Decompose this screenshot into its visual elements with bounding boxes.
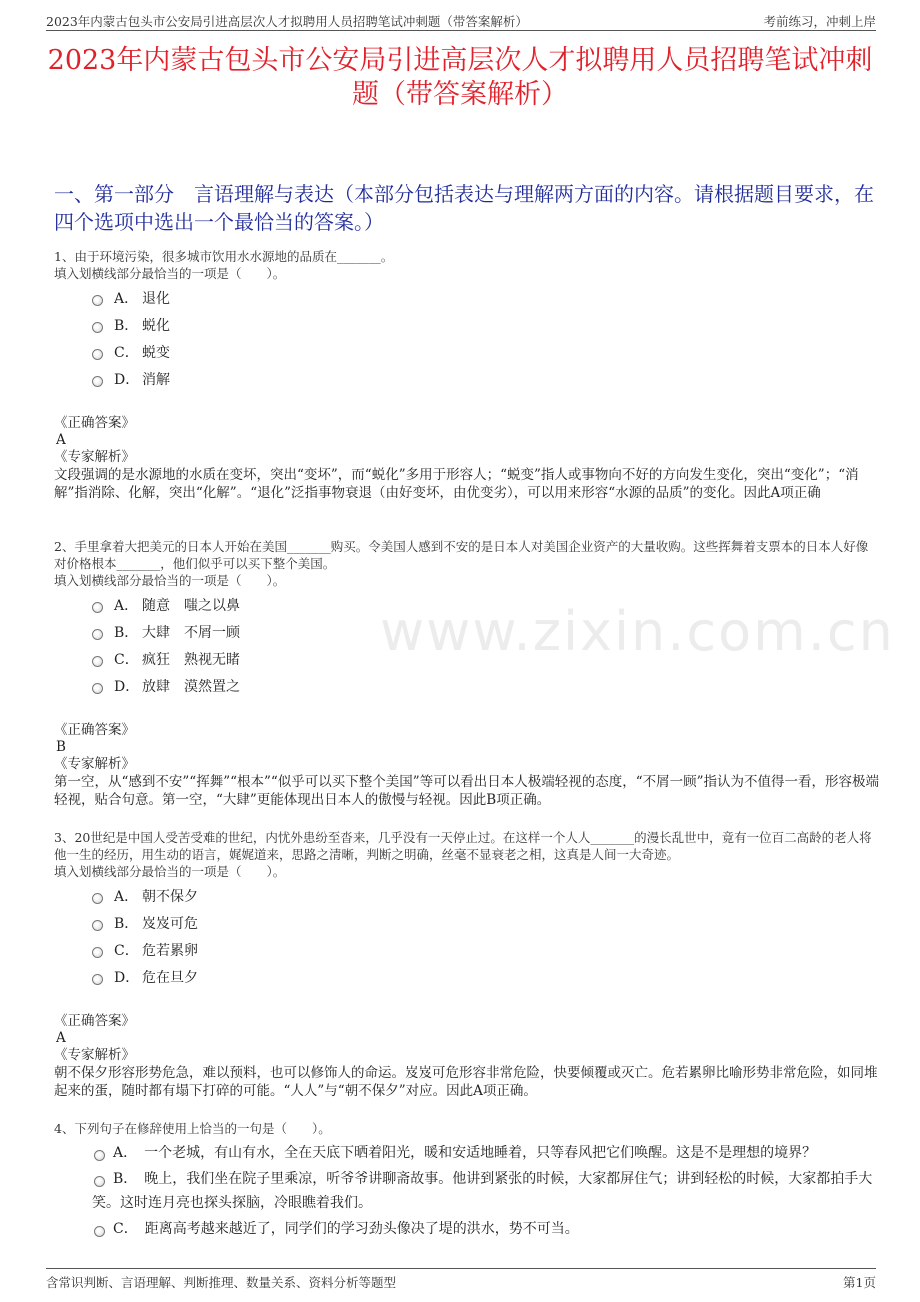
option-letter: A． bbox=[113, 1145, 131, 1161]
radio-icon[interactable] bbox=[92, 295, 103, 306]
question-prompt: 填入划横线部分最恰当的一项是（ ）。 bbox=[54, 266, 286, 281]
option-letter: D． bbox=[114, 371, 140, 388]
footer-note: 含常识判断、言语理解、判断推理、数量关系、资料分析等题型 bbox=[46, 1275, 397, 1290]
radio-icon[interactable] bbox=[92, 602, 103, 613]
radio-icon[interactable] bbox=[92, 920, 103, 931]
radio-icon[interactable] bbox=[92, 947, 103, 958]
option-b[interactable] bbox=[54, 1167, 880, 1215]
option-text: 放肆 漠然置之 bbox=[142, 678, 240, 695]
option-text: 蜕变 bbox=[142, 344, 170, 361]
option-letter: D． bbox=[114, 678, 140, 695]
header-doc-title: 2023年内蒙古包头市公安局引进高层次人才拟聘用人员招聘笔试冲刺题（带答案解析） bbox=[46, 14, 528, 29]
option-c[interactable] bbox=[92, 936, 880, 963]
answer-label: 《正确答案》 bbox=[54, 415, 135, 431]
radio-icon[interactable] bbox=[92, 322, 103, 333]
option-text: 距离高考越来越近了，同学们的学习劲头像决了堤的洪水，势不可当。 bbox=[144, 1221, 579, 1237]
radio-icon[interactable] bbox=[92, 349, 103, 360]
question-stem: 1、由于环境污染，很多城市饮用水水源地的品质在_______。 bbox=[54, 249, 394, 264]
radio-icon[interactable] bbox=[94, 1150, 105, 1161]
radio-icon[interactable] bbox=[92, 656, 103, 667]
explain-label: 《专家解析》 bbox=[54, 1047, 135, 1063]
question-prompt: 填入划横线部分最恰当的一项是（ ）。 bbox=[54, 573, 286, 588]
option-text: 退化 bbox=[142, 290, 170, 307]
radio-icon[interactable] bbox=[92, 893, 103, 904]
header-slogan: 考前练习，冲刺上岸 bbox=[763, 14, 876, 29]
option-letter: B． bbox=[114, 624, 139, 641]
option-letter: C． bbox=[113, 1221, 131, 1237]
radio-icon[interactable] bbox=[92, 974, 103, 985]
explain-label: 《专家解析》 bbox=[54, 756, 135, 772]
option-b[interactable] bbox=[92, 618, 880, 645]
option-b[interactable] bbox=[92, 311, 880, 338]
radio-icon[interactable] bbox=[94, 1176, 105, 1187]
option-letter: C． bbox=[114, 942, 139, 959]
option-text: 大肆 不屑一顾 bbox=[142, 624, 240, 641]
question-stem: 3、20世纪是中国人受苦受难的世纪，内忧外患纷至沓来，几乎没有一天停止过。在这样一个人人_______的漫长乱世中，竟有一位百二高龄的老人将他一生的经历，用生动的语言，娓娓道来，思路之清晰，判断之明确，丝毫不显衰老之相，这真是人间一大奇迹。 bbox=[54, 830, 872, 862]
option-text: 朝不保夕 bbox=[142, 888, 198, 905]
option-letter: D． bbox=[114, 969, 140, 986]
option-d[interactable] bbox=[92, 365, 880, 392]
option-letter: A． bbox=[114, 597, 139, 614]
option-text: 危在旦夕 bbox=[142, 969, 198, 986]
explain-text: 文段强调的是水源地的水质在变坏，突出“变坏”，而“蜕化”多用于形容人；“蜕变”指人或事物向不好的方向发生变化，突出“变化”；“消解”指消除、化解，突出“化解”。“退化”泛指事物衰退（由好变坏，由优变劣），可以用来形容“水源的品质”的变化。因此A项正确 bbox=[54, 467, 859, 501]
option-a[interactable] bbox=[92, 882, 880, 909]
explain-label: 《专家解析》 bbox=[54, 449, 135, 465]
question-stem: 2、手里拿着大把美元的日本人开始在美国_______购买。令美国人感到不安的是日本人对美国企业资产的大量收购。这些挥舞着支票本的日本人好像对价格根本_______，他们似乎可以买下整个美国。 bbox=[54, 539, 869, 571]
option-text: 疯狂 熟视无睹 bbox=[142, 651, 240, 668]
radio-icon[interactable] bbox=[92, 683, 103, 694]
watermark: www.zixin.com.cn bbox=[380, 600, 895, 663]
radio-icon[interactable] bbox=[92, 629, 103, 640]
option-d[interactable] bbox=[92, 963, 880, 990]
answer-value: A bbox=[56, 1030, 66, 1046]
option-letter: A． bbox=[114, 290, 139, 307]
question-4 bbox=[54, 1120, 880, 1241]
question-1 bbox=[54, 248, 880, 502]
explain-text: 第一空，从“感到不安”“挥舞”“根本”“似乎可以买下整个美国”等可以看出日本人极端轻视的态度，“不屑一顾”指认为不值得一看，形容极端轻视，贴合句意。第一空，“大肆”更能体现出日本人的傲慢与轻视。因此B项正确。 bbox=[54, 774, 880, 808]
option-c[interactable] bbox=[92, 645, 880, 672]
explain-text: 朝不保夕形容形势危急，难以预料，也可以修饰人的命运。岌岌可危形容非常危险，快要倾覆或灭亡。危若累卵比喻形势非常危险，如同堆起来的蛋，随时都有塌下打碎的可能。“人人”与“朝不保夕”对应。因此A项正确。 bbox=[54, 1065, 878, 1099]
option-letter: C． bbox=[114, 651, 139, 668]
option-letter: B． bbox=[113, 1171, 131, 1187]
answer-value: B bbox=[56, 739, 66, 755]
option-c[interactable] bbox=[92, 338, 880, 365]
option-letter: B． bbox=[114, 915, 139, 932]
option-letter: A． bbox=[114, 888, 139, 905]
option-letter: B． bbox=[114, 317, 139, 334]
option-b[interactable] bbox=[92, 909, 880, 936]
option-a[interactable] bbox=[92, 284, 880, 311]
option-text: 随意 嗤之以鼻 bbox=[142, 597, 240, 614]
answer-label: 《正确答案》 bbox=[54, 722, 135, 738]
answer-label: 《正确答案》 bbox=[54, 1013, 135, 1029]
answer-value: A bbox=[56, 432, 66, 448]
page-header bbox=[46, 10, 876, 31]
page-footer bbox=[46, 1268, 876, 1289]
option-text: 晚上，我们坐在院子里乘凉，听爷爷讲聊斋故事。他讲到紧张的时候，大家都屏住气；讲到轻松的时候，大家都拍手大笑。这时连月亮也探头探脑，冷眼瞧着我们。 bbox=[92, 1171, 873, 1211]
option-letter: C． bbox=[114, 344, 139, 361]
question-prompt: 填入划横线部分最恰当的一项是（ ）。 bbox=[54, 864, 286, 879]
option-text: 蜕化 bbox=[142, 317, 170, 334]
option-c[interactable] bbox=[54, 1217, 880, 1241]
radio-icon[interactable] bbox=[94, 1226, 105, 1237]
radio-icon[interactable] bbox=[92, 376, 103, 387]
page-number: 第1页 bbox=[843, 1275, 876, 1290]
section-heading: 一、第一部分 言语理解与表达（本部分包括表达与理解两方面的内容。请根据题目要求，在四个选项中选出一个最恰当的答案。） bbox=[54, 182, 874, 234]
option-text: 一个老城，有山有水，全在天底下晒着阳光，暖和安适地睡着，只等春风把它们唤醒。这是不是理想的境界？ bbox=[144, 1145, 817, 1161]
question-3 bbox=[54, 829, 880, 1100]
document-title: 2023年内蒙古包头市公安局引进高层次人才拟聘用人员招聘笔试冲刺题（带答案解析） bbox=[47, 45, 873, 110]
option-a[interactable] bbox=[92, 591, 880, 618]
option-text: 危若累卵 bbox=[142, 942, 198, 959]
option-text: 岌岌可危 bbox=[142, 915, 198, 932]
option-d[interactable] bbox=[92, 672, 880, 699]
option-a[interactable] bbox=[54, 1141, 880, 1165]
option-text: 消解 bbox=[142, 371, 170, 388]
question-stem: 4、下列句子在修辞使用上恰当的一句是（ ）。 bbox=[54, 1121, 331, 1136]
question-2 bbox=[54, 538, 880, 809]
